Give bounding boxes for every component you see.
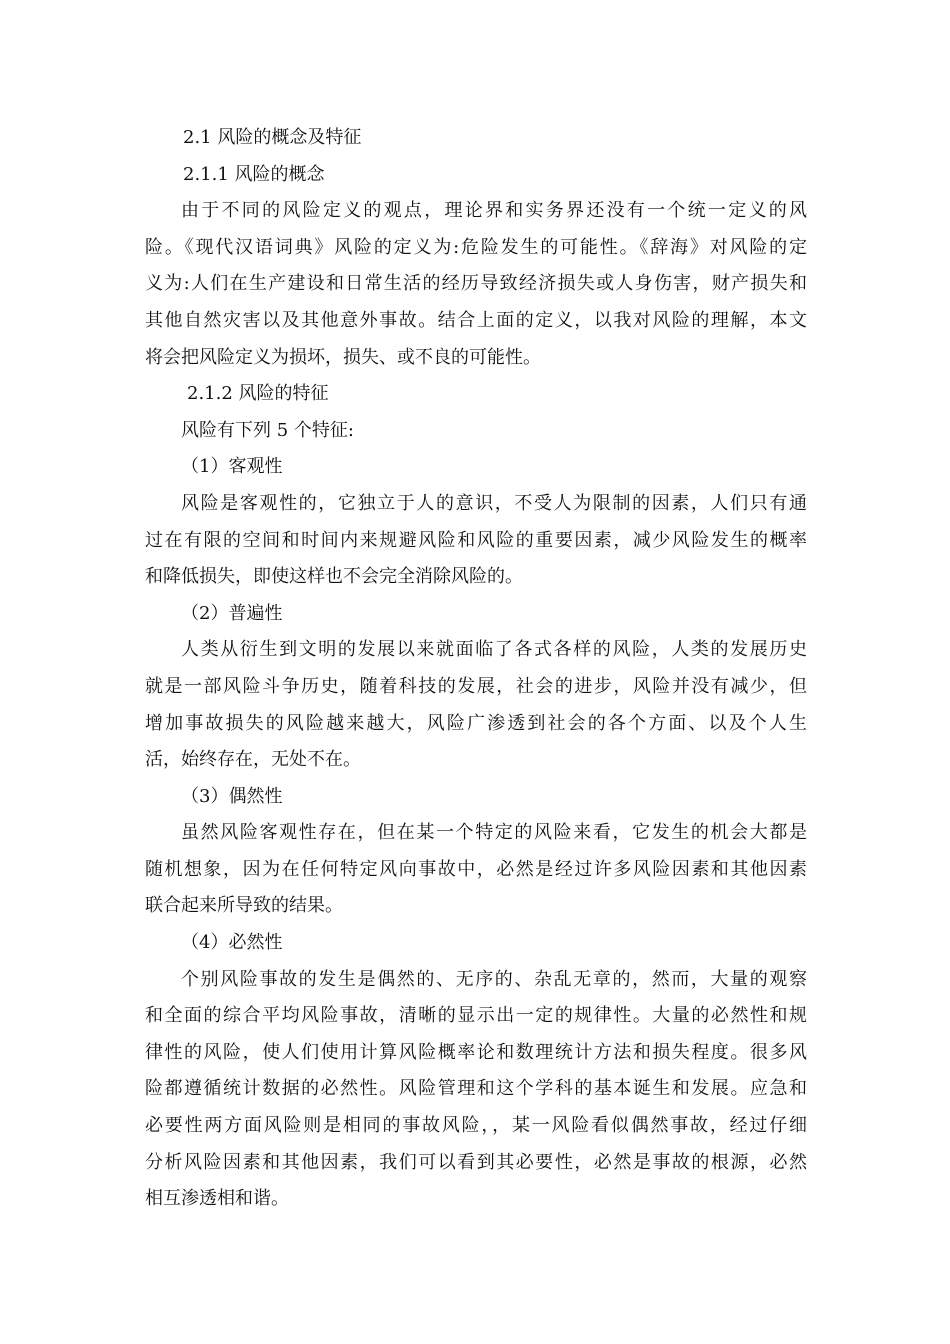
paragraph-line: 险都遵循统计数据的必然性。风险管理和这个学科的基本诞生和发展。应急和 (145, 1078, 807, 1100)
paragraph-line: 由于不同的风险定义的观点，理论界和实务界还没有一个统一定义的风 (181, 200, 807, 222)
paragraph-line: 律性的风险，使人们使用计算风险概率论和数理统计方法和损失程度。很多风 (145, 1041, 807, 1063)
paragraph-line: 和全面的综合平均风险事故，清晰的显示出一定的规律性。大量的必然性和规 (145, 1005, 807, 1027)
paragraph-line: 过在有限的空间和时间内来规避风险和风险的重要因素，减少风险发生的概率 (145, 529, 807, 551)
paragraph-definition (145, 193, 807, 376)
item-heading-universality: （2）普遍性 (181, 602, 283, 624)
document-body (145, 120, 807, 1218)
item-heading-contingency: （3）偶然性 (181, 785, 283, 807)
intro-text: 风险有下列 5 个特征: (181, 419, 354, 441)
section-heading-2-1: 2.1 风险的概念及特征 (183, 127, 362, 148)
paragraph-line: 人类从衍生到文明的发展以来就面临了各式各样的风险，人类的发展历史 (181, 639, 807, 661)
paragraph-necessity (145, 962, 807, 1218)
paragraph-line: 和降低损失，即使这样也不会完全消除风险的。 (145, 566, 523, 588)
paragraph-line: 相互渗透相和谐。 (145, 1188, 289, 1210)
paragraph-line: 分析风险因素和其他因素，我们可以看到其必要性，必然是事故的根源，必然 (145, 1151, 807, 1173)
section-heading-2-1-1: 2.1.1 风险的概念 (183, 163, 325, 185)
paragraph-line: 险。《现代汉语词典》风险的定义为:危险发生的可能性。《辞海》对风险的定 (145, 236, 807, 258)
paragraph-line: 就是一部风险斗争历史，随着科技的发展，社会的进步，风险并没有减少，但 (145, 675, 807, 697)
paragraph-line: 将会把风险定义为损坏，损失、或不良的可能性。 (145, 346, 541, 368)
paragraph-line: 义为:人们在生产建设和日常生活的经历导致经济损失或人身伤害，财产损失和 (145, 273, 807, 295)
paragraph-line: 风险是客观性的，它独立于人的意识，不受人为限制的因素，人们只有通 (181, 492, 807, 514)
paragraph-line: 其他自然灾害以及其他意外事故。结合上面的定义，以我对风险的理解，本文 (145, 309, 807, 331)
paragraph-line: 活，始终存在，无处不在。 (145, 749, 361, 771)
paragraph-line: 联合起来所导致的结果。 (145, 895, 343, 917)
paragraph-contingency (145, 815, 807, 925)
paragraph-line: 增加事故损失的风险越来越大，风险广渗透到社会的各个方面、以及个人生 (145, 712, 807, 734)
paragraph-line: 必要性两方面风险则是相同的事故风险，，某一风险看似偶然事故，经过仔细 (145, 1115, 807, 1137)
paragraph-objectivity (145, 486, 807, 596)
paragraph-line: 个别风险事故的发生是偶然的、无序的、杂乱无章的，然而，大量的观察 (181, 968, 807, 990)
paragraph-line: 随机想象，因为在任何特定风向事故中，必然是经过许多风险因素和其他因素 (145, 858, 807, 880)
item-heading-objectivity: （1）客观性 (181, 456, 283, 478)
section-heading-2-1-2: 2.1.2 风险的特征 (187, 383, 329, 405)
item-heading-necessity: （4）必然性 (181, 932, 283, 954)
paragraph-line: 虽然风险客观性存在，但在某一个特定的风险来看，它发生的机会大都是 (181, 822, 807, 844)
paragraph-universality (145, 632, 807, 778)
